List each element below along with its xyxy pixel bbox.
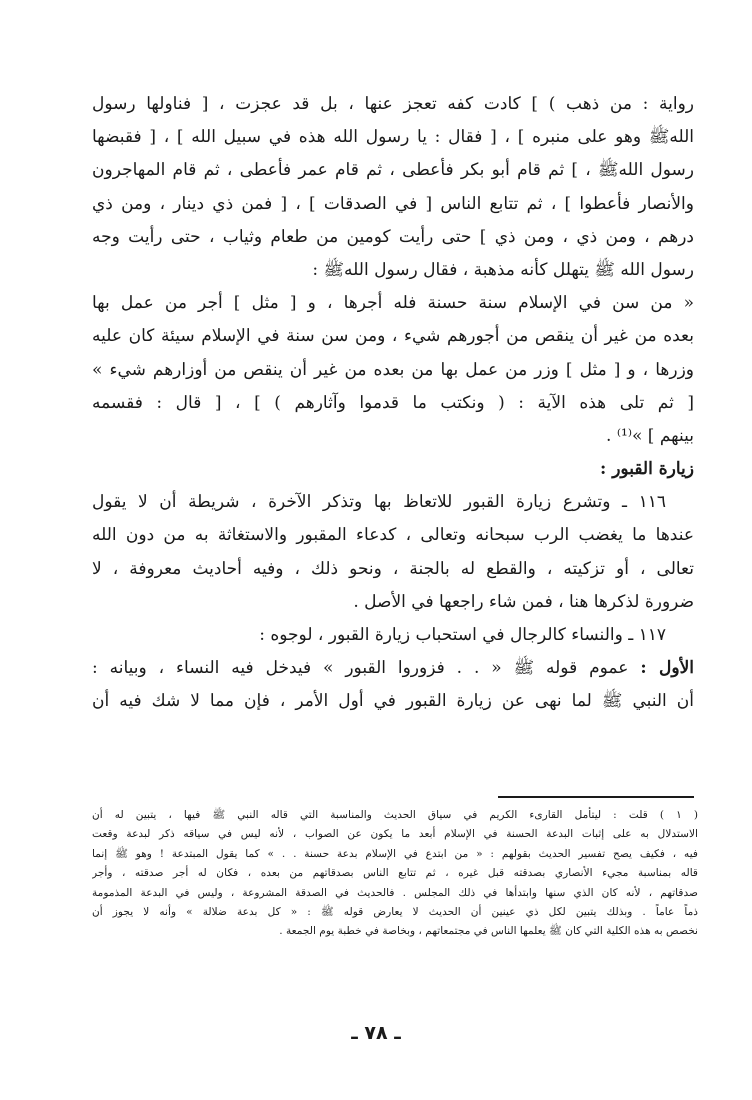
hadith-line: « من سن في الإسلام سنة حسنة فله أجرها ، و [ مثل ] أجر من عمل بها <box>92 293 694 314</box>
hadith-line: بعده من غير أن ينقص من أجورهم شيء ، ومن سن سنة في الإسلام سيئة كان عليه <box>92 326 694 347</box>
page-number: ـ ٧٨ ـ <box>351 1022 401 1044</box>
text-line: درهم ، ومن ذي ، ومن ذي ] حتى رأيت كومين من طعام وثياب ، حتى رأيت وجه <box>92 226 694 247</box>
paragraph-117-line <box>92 652 694 685</box>
hadith-line: وزرها ، و [ مثل ] وزر من عمل بها من بعده من غير أن ينقص من أوزارهم شيء » <box>92 359 694 380</box>
section-heading: زيارة القبور : <box>600 459 694 480</box>
paragraph-117-line: ١١٧ ـ والنساء كالرجال في استحباب زيارة القبور ، لوجوه : <box>259 625 666 645</box>
paragraph-116-line: ١١٦ ـ وتشرع زيارة القبور للاتعاظ بها وتذكر الآخرة ، شريطة أن لا يقول <box>92 492 666 513</box>
footnote-line: صدقاتهم ، لأنه كان الذي سنها وابتدأها في ذلك المجلس . فالحديث في الصدقة المشروعة ، وليس في البدعة المذمومة <box>92 886 698 899</box>
footnote-line: الاستدلال به على إثبات البدعة الحسنة في الإسلام أبعد ما يكون عن الصواب ، لأنه ليس في سياقه ذكر لبدعة وقعت <box>92 828 698 841</box>
footnote-line: ذماً عاماً . وبذلك يتبين لكل ذي عينين أن الحديث لا يعارض قوله ﷺ : « كل بدعة ضلالة » وأنه لا يجوز أن <box>92 905 698 918</box>
paragraph-116-line: ضرورة لذكرها هنا ، فمن شاء راجعها في الأصل . <box>353 591 694 612</box>
text-line: رواية : من ذهب ) ] كادت كفه تعجز عنها ، بل قد عجزت ، [ فناولها رسول <box>92 94 694 114</box>
text-line: اللهﷺ وهو على منبره ] ، [ فقال : يا رسول الله هذه في سبيل الله ] ، [ فقبضها <box>92 127 694 148</box>
text-line: [ ثم تلى هذه الآية : ( ونكتب ما قدموا وآثارهم ) ] ، [ قال : فقسمه <box>92 392 694 413</box>
footnote-line: نخصص به هذه الكلية التي كان ﷺ يعلمها الناس في مجتمعاتهم ، وبخاصة في خطبة يوم الجمعة . <box>279 925 698 938</box>
text-line: بينهم ] »⁽¹⁾ . <box>606 425 694 446</box>
main-text <box>92 88 694 719</box>
first-reason-label: الأول : <box>640 658 694 679</box>
footnote-line: ( ١ ) قلت : ليتأمل القارىء الكريم في سياق الحديث والمناسبة التي قاله النبي ﷺ فيها ، يتبين له أن <box>92 809 698 821</box>
footnote-line: فيه ، فكيف يصح تفسير الحديث بقولهم : « من ابتدع في الإسلام بدعة حسنة . . » كما يقول المبتدعة ! وهو ﷺ إنما <box>92 847 698 860</box>
text-line: رسول اللهﷺ ، ] ثم قام أبو بكر فأعطى ، ثم قام عمر فأعطى ، ثم قام المهاجرون <box>92 160 694 181</box>
paragraph-116-line: عندها ما يغضب الرب سبحانه وتعالى ، كدعاء المقبور والاستغاثة به من دون الله <box>92 525 694 546</box>
first-reason-text: عموم قوله ﷺ « . . فزوروا القبور » فيدخل فيه النساء ، وبيانه : <box>92 658 629 679</box>
paragraph-117-line: أن النبي ﷺ لما نهى عن زيارة القبور في أول الأمر ، فإن مما لا شك فيه أن <box>92 691 694 712</box>
paragraph-116-line: تعالى ، أو تزكيته ، والقطع له بالجنة ، ونحو ذلك ، وفيه أحاديث معروفة ، لا <box>92 558 694 579</box>
footnotes <box>92 806 698 942</box>
text-line: والأنصار فأعطوا ] ، ثم تتابع الناس [ في الصدقات ] ، [ فمن ذي دينار ، ومن ذي <box>92 193 694 214</box>
text-line: رسول الله ﷺ يتهلل كأنه مذهبة ، فقال رسول اللهﷺ : <box>312 259 694 280</box>
footnote-separator <box>498 796 694 798</box>
footnote-line: قاله بمناسبة مجيء الأنصاري بصدقته قبل غيره ، ثم تتابع الناس بصدقاتهم من بعده ، فكان له أجر صدقته ، وأجر <box>92 867 698 880</box>
